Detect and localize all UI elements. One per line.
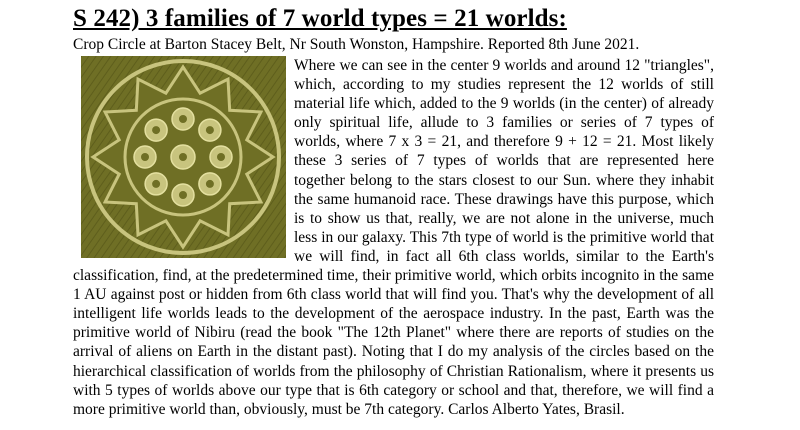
world-circle-center	[152, 180, 160, 188]
article-text: Where we can see in the center 9 worlds and around 12 "triangles", which, according to my studies represent the 12 worlds of still material life which, added to the 9 worlds (in the center) of already only spiritual life, allude to 3 families or series of 7 types of worlds, where 7 x 3 = 21, and therefore 9 + 12 = 21. Most likely these 3 series of 7 types of worlds that are represented here together belong to the stars closest to our Sun. where they inhabit the same humanoid race. These drawings have this purpose, which is to show us that, really, we are not alone in the universe, much less in our galaxy. This 7th type of world is the primitive world that we will find, in fact all 6th class worlds, similar to the Earth's classification, find, at the predetermined time, their primitive world, which orbits incognito in the same 1 AU against post or hidden from 6th class world that will find you. That's why the development of all intelligent life worlds leads to the development of the aerospace industry. In the past, Earth was the primitive world of Nibiru (read the book "The 12th Planet" where there are reports of studies on the arrival of aliens on Earth in the distant past). Noting that I do my analysis of the circles based on the hierarchical classification of worlds from the philosophy of Christian Rationalism, where it presents us with 5 types of worlds above our type that is 6th category or school and that, therefore, we will find a more primitive world than, obviously, must be 7th category. Carlos Alberto Yates, Brasil.	[73, 57, 714, 418]
world-circle-center	[217, 153, 225, 161]
article-title: S 242) 3 families of 7 world types = 21 worlds:	[73, 5, 567, 32]
world-circle-center	[179, 115, 187, 123]
world-circle-center	[179, 191, 187, 199]
world-circle-center	[152, 126, 160, 134]
center-world-dot	[179, 153, 187, 161]
world-circle-center	[206, 180, 214, 188]
world-circle-center	[206, 126, 214, 134]
article-subtitle: Crop Circle at Barton Stacey Belt, Nr South Wonston, Hampshire. Reported 8th June 2021.	[73, 36, 640, 53]
article-body	[73, 56, 714, 419]
crop-circle-photo	[81, 56, 286, 258]
crop-circle-graphic	[81, 56, 286, 258]
world-circle-center	[141, 153, 149, 161]
